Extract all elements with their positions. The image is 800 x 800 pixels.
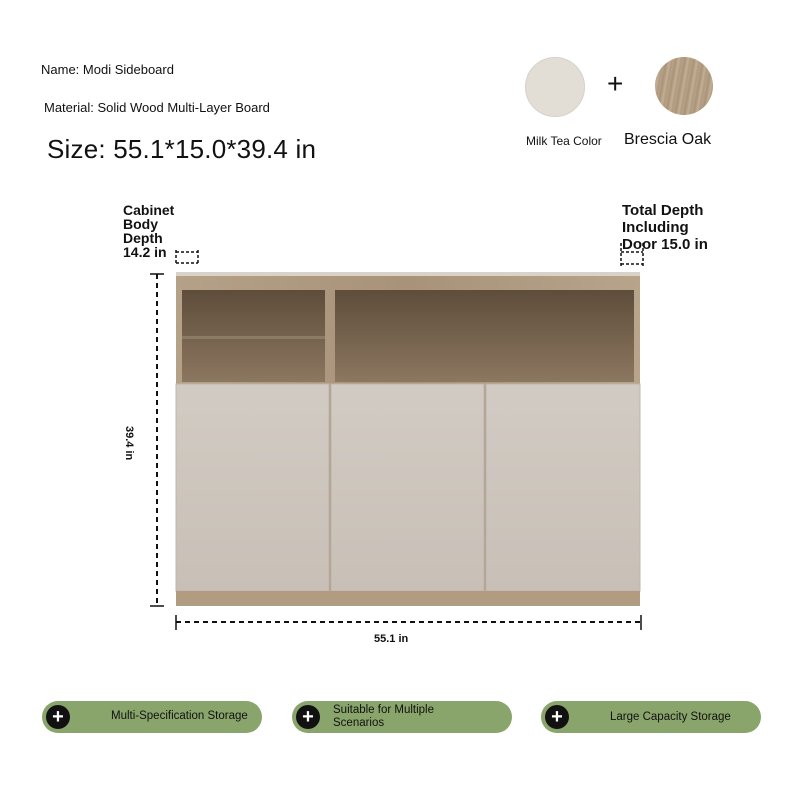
feature-label-line-2: Scenarios (333, 717, 385, 729)
glass-shelf (182, 336, 325, 339)
feature-large-capacity[interactable] (541, 701, 761, 733)
milk-tea-label: Milk Tea Color (526, 134, 602, 148)
feature-label-line-1: Suitable for Multiple (333, 704, 434, 716)
cabinet-depth-line-3: Depth (123, 230, 163, 246)
feature-label (333, 704, 434, 730)
total-depth-marker (621, 243, 643, 266)
total-depth-line-3: Door 15.0 in (622, 236, 708, 253)
product-size: Size: 55.1*15.0*39.4 in (47, 134, 317, 164)
height-label: 39.4 in (123, 426, 135, 461)
plus-icon: + (545, 705, 569, 729)
feature-label: Multi-Specification Storage (111, 710, 248, 722)
cabinet-depth-line-4: 14.2 in (123, 244, 167, 260)
door-left (176, 384, 329, 591)
product-name: Name: Modi Sideboard (41, 62, 174, 77)
cabinet-depth-marker (176, 250, 198, 265)
total-depth-line-2: Including (622, 219, 689, 236)
cabinet-depth-line-2: Body (123, 216, 158, 232)
total-depth-line-1: Total Depth (622, 202, 704, 219)
width-label: 55.1 in (374, 633, 409, 645)
feature-multi-spec-storage[interactable] (42, 701, 262, 733)
product-material: Material: Solid Wood Multi-Layer Board (44, 100, 270, 115)
open-compartment-right (335, 290, 634, 382)
plus-icon: + (296, 705, 320, 729)
cabinet-base (176, 591, 640, 606)
feature-label: Large Capacity Storage (610, 711, 731, 723)
plus-icon: + (46, 705, 70, 729)
feature-multiple-scenarios[interactable] (292, 701, 512, 733)
plus-icon: + (607, 68, 624, 99)
cabinet-depth-line-1: Cabinet (123, 202, 175, 218)
door-middle (331, 384, 484, 591)
brescia-oak-label: Brescia Oak (624, 131, 712, 148)
door-right (486, 384, 640, 591)
